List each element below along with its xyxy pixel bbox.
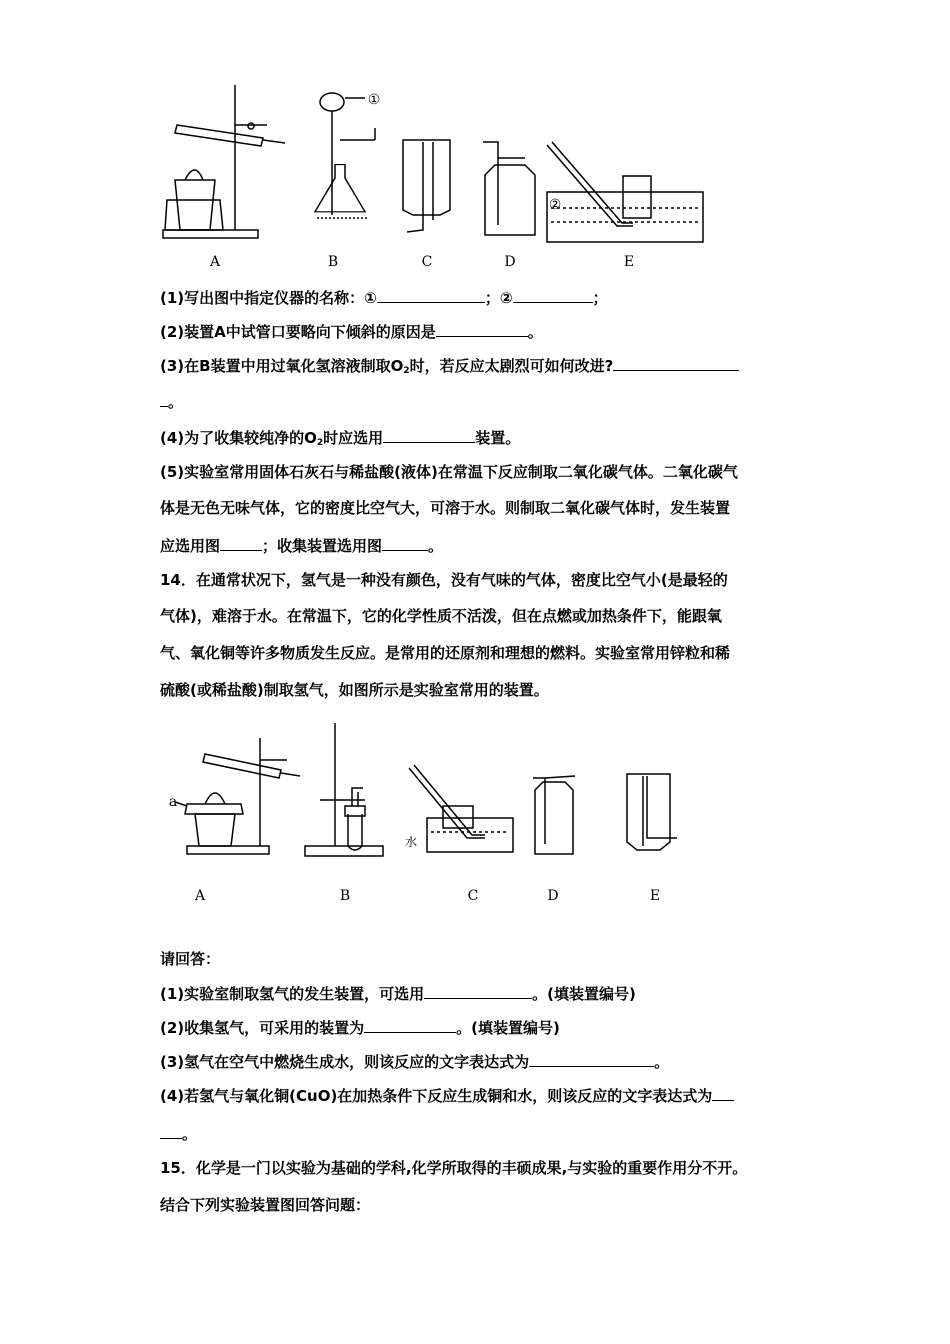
fig1-label-b: B	[327, 254, 339, 270]
figure-apparatus-1	[155, 80, 715, 275]
fig2-label-e: E	[649, 888, 661, 904]
q13-part1: (1)写出图中指定仪器的名称：① ；② ；	[160, 289, 608, 307]
q14-part4: (4)若氢气与氧化铜(CuO)在加热条件下反应生成铜和水，则该反应的文字表达式为	[160, 1085, 810, 1106]
q13-part5-line1: (5)实验室常用固体石灰石与稀盐酸(液体)在常温下反应制取二氧化碳气体。二氧化碳气	[160, 463, 738, 481]
q14-intro-line1: 14．在通常状况下，氢气是一种没有颜色，没有气味的气体，密度比空气小(是最轻的	[160, 571, 728, 589]
fig1-marker-1: ①	[367, 92, 381, 108]
fig2-label-d: D	[547, 888, 559, 904]
q14-p1-blank[interactable]	[424, 983, 532, 999]
q13-p5-blank1[interactable]	[220, 535, 262, 551]
fig2-label-c: C	[467, 888, 479, 904]
q14-part4-cont: 。	[160, 1123, 810, 1144]
q13-part5-line3: 应选用图 ；收集装置选用图 。	[160, 537, 444, 555]
fig1-label-a: A	[209, 254, 221, 270]
q15-line2: 结合下列实验装置图回答问题：	[160, 1196, 371, 1214]
q13-p3-blank-cont[interactable]	[160, 391, 168, 407]
q14-intro-line4: 硫酸(或稀盐酸)制取氢气，如图所示是实验室常用的装置。	[160, 681, 549, 699]
q13-p4-blank[interactable]	[383, 427, 475, 443]
q13-p5-blank2[interactable]	[382, 535, 428, 551]
q13-part4: (4)为了收集较纯净的$O_2$时应选用 装置。	[160, 429, 521, 448]
fig1-marker-2: ②	[548, 197, 562, 213]
q14-part3: (3)氢气在空气中燃烧生成水，则该反应的文字表达式为 。	[160, 1053, 670, 1071]
fig2-label-b: B	[339, 888, 351, 904]
q14-prompt: 请回答：	[160, 950, 221, 968]
q14-part2: (2)收集氢气，可采用的装置为 。(填装置编号)	[160, 1019, 560, 1037]
q13-part3-cont: 。	[160, 391, 810, 412]
q13-part2: (2)装置A中试管口要略向下倾斜的原因是 。	[160, 323, 543, 341]
figure-apparatus-2-svg	[165, 718, 695, 908]
q13-p2-blank[interactable]	[436, 321, 528, 337]
figure-apparatus-2	[165, 718, 695, 908]
figure-apparatus-1-svg	[155, 80, 715, 275]
q13-part5-line2: 体是无色无味气体，它的密度比空气大，可溶于水。则制取二氧化碳气体时，发生装置	[160, 499, 731, 517]
q14-intro-line3: 气、氧化铜等许多物质发生反应。是常用的还原剂和理想的燃料。实验室常用锌粒和稀	[160, 644, 731, 662]
fig2-marker-a: a	[168, 794, 178, 810]
q14-p4-blank[interactable]	[712, 1085, 734, 1101]
q14-intro-line2: 气体)，难溶于水。在常温下，它的化学性质不活泼，但在点燃或加热条件下，能跟氧	[160, 607, 722, 625]
fig1-label-c: C	[421, 254, 433, 270]
q15-line1: 15．化学是一门以实验为基础的学科,化学所取得的丰硕成果,与实验的重要作用分不开。	[160, 1159, 748, 1177]
q14-part1: (1)实验室制取氢气的发生装置，可选用 。(填装置编号)	[160, 985, 636, 1003]
q14-p3-blank[interactable]	[529, 1051, 654, 1067]
q13-p3-blank[interactable]	[613, 355, 739, 371]
q13-p1-blank1[interactable]	[377, 287, 485, 303]
q14-p4-blank-cont[interactable]	[160, 1123, 182, 1139]
q13-p1-blank2[interactable]	[513, 287, 593, 303]
q14-p2-blank[interactable]	[364, 1017, 456, 1033]
q13-part3: (3)在B装置中用过氧化氢溶液制取$O_2$时，若反应太剧烈可如何改进?	[160, 355, 810, 381]
fig1-label-d: D	[504, 254, 516, 270]
fig1-label-e: E	[623, 254, 635, 270]
fig2-label-a: A	[194, 888, 206, 904]
fig2-water-label: 水	[404, 835, 418, 849]
